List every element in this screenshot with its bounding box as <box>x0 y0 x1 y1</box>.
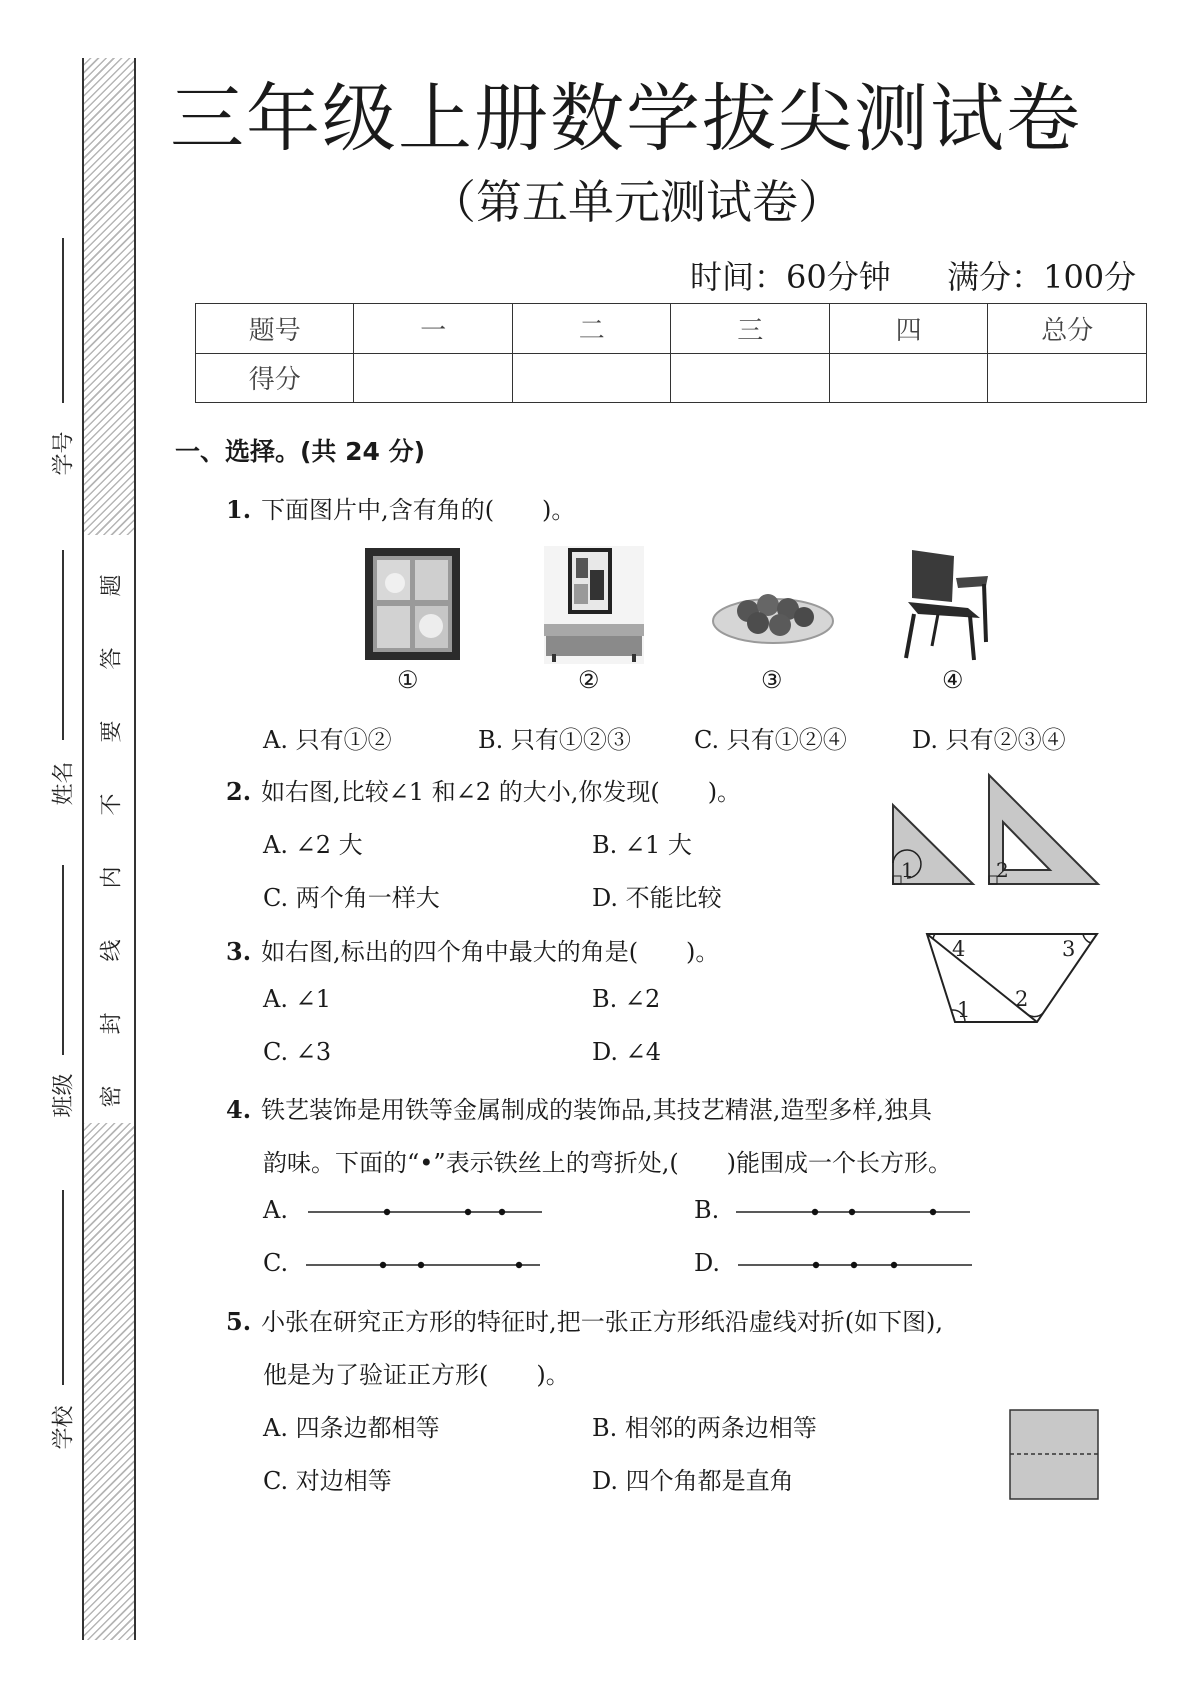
window-image <box>365 548 460 660</box>
question-text: 如右图,标出的四个角中最大的角是( )。 <box>261 938 720 966</box>
score-cell: 一 <box>354 304 512 354</box>
option-d[interactable]: D. <box>694 1249 721 1277</box>
page-title: 三年级上册数学拔尖测试卷 <box>170 76 1082 162</box>
class-line <box>62 865 64 1055</box>
score-cell: 题号 <box>196 304 354 354</box>
image-label: ③ <box>761 666 783 694</box>
score-cell: 三 <box>671 304 829 354</box>
folded-square-figure <box>1008 1408 1102 1504</box>
angle-1-label: 1 <box>901 858 914 882</box>
seal-char: 答 <box>99 647 125 670</box>
question-number: 1. <box>226 495 252 524</box>
image-label: ① <box>397 666 419 694</box>
section-title: 一、选择。(共 24 分) <box>175 437 426 466</box>
option-d[interactable]: D. 四个角都是直角 <box>592 1467 794 1495</box>
score-entry-cell[interactable] <box>829 353 987 403</box>
option-c[interactable]: C. ∠3 <box>263 1038 332 1066</box>
name-label: 姓名 <box>51 761 77 806</box>
seal-char: 题 <box>99 574 125 597</box>
option-b[interactable]: B. 只有①②③ <box>478 726 631 754</box>
student-no-line <box>62 238 64 403</box>
question-2 <box>226 772 741 807</box>
set-squares-figure <box>888 770 1108 890</box>
seal-char: 内 <box>99 866 125 889</box>
question-4 <box>226 1090 932 1125</box>
option-a[interactable]: A. <box>263 1196 288 1224</box>
student-no-label: 学号 <box>51 431 77 476</box>
option-c[interactable]: C. 只有①②④ <box>694 726 847 754</box>
question-text-line2: 他是为了验证正方形( )。 <box>263 1361 570 1389</box>
score-table <box>195 303 1147 403</box>
question-text-line2: 韵味。下面的“•”表示铁丝上的弯折处,( )能围成一个长方形。 <box>263 1149 953 1177</box>
question-text: 小张在研究正方形的特征时,把一张正方形纸沿虚线对折(如下图), <box>261 1308 944 1336</box>
question-3 <box>226 932 719 967</box>
question-text: 如右图,比较∠1 和∠2 的大小,你发现( )。 <box>261 778 742 806</box>
wire-a-figure <box>306 1206 546 1218</box>
seal-char: 线 <box>99 939 125 962</box>
question-1 <box>226 490 575 525</box>
painting-sofa-image <box>544 546 644 664</box>
chair-image <box>898 546 994 662</box>
score-cell: 得分 <box>196 353 354 403</box>
image-label: ④ <box>942 666 964 694</box>
score-table-score-row <box>196 353 1147 403</box>
class-label: 班级 <box>51 1073 77 1118</box>
angle-3-label: 3 <box>1062 937 1076 961</box>
option-d[interactable]: D. 只有②③④ <box>912 726 1066 754</box>
question-text: 铁艺装饰是用铁等金属制成的装饰品,其技艺精湛,造型多样,独具 <box>261 1096 932 1124</box>
angle-2-label: 2 <box>996 858 1009 882</box>
score-entry-cell[interactable] <box>354 353 512 403</box>
image-label: ② <box>578 666 600 694</box>
name-line <box>62 550 64 740</box>
question-number: 5. <box>226 1307 252 1336</box>
exam-full-score: 满分：100分 <box>947 258 1137 296</box>
score-table-header-row <box>196 304 1147 354</box>
option-b[interactable]: B. ∠1 大 <box>592 831 692 859</box>
question-number: 2. <box>226 777 252 806</box>
score-cell: 总分 <box>988 304 1147 354</box>
score-entry-cell[interactable] <box>671 353 829 403</box>
option-c[interactable]: C. <box>263 1249 289 1277</box>
question-number: 3. <box>226 937 252 966</box>
seal-char: 要 <box>99 720 125 743</box>
angle-4-label: 4 <box>952 937 966 961</box>
angle-1-label: 1 <box>957 998 971 1022</box>
seal-char: 封 <box>99 1012 125 1035</box>
option-b[interactable]: B. 相邻的两条边相等 <box>592 1414 817 1442</box>
wire-b-figure <box>734 1206 974 1218</box>
option-b[interactable]: B. ∠2 <box>592 985 661 1013</box>
question-5 <box>226 1302 943 1337</box>
wire-c-figure <box>304 1259 544 1271</box>
question-number: 4. <box>226 1095 252 1124</box>
score-cell: 二 <box>512 304 670 354</box>
exam-meta <box>690 252 1136 298</box>
option-c[interactable]: C. 对边相等 <box>263 1467 392 1495</box>
trapezoid-figure <box>925 930 1105 1030</box>
question-text: 下面图片中,含有角的( )。 <box>261 496 576 524</box>
option-a[interactable]: A. ∠2 大 <box>263 831 363 859</box>
page-subtitle: （第五单元测试卷） <box>430 175 844 229</box>
option-a[interactable]: A. 只有①② <box>263 726 392 754</box>
seal-char: 不 <box>99 793 125 816</box>
score-entry-cell[interactable] <box>512 353 670 403</box>
option-a[interactable]: A. 四条边都相等 <box>263 1414 440 1442</box>
angle-2-label: 2 <box>1015 987 1029 1011</box>
score-entry-cell[interactable] <box>988 353 1147 403</box>
school-label: 学校 <box>51 1405 77 1450</box>
option-c[interactable]: C. 两个角一样大 <box>263 884 440 912</box>
school-line <box>62 1190 64 1385</box>
option-b[interactable]: B. <box>694 1196 720 1224</box>
margin-line-right <box>134 58 136 1640</box>
margin-line-left <box>82 58 84 1640</box>
option-a[interactable]: A. ∠1 <box>263 985 331 1013</box>
option-d[interactable]: D. 不能比较 <box>592 884 722 912</box>
fruit-plate-image <box>712 585 834 645</box>
exam-time: 时间：60分钟 <box>690 258 891 296</box>
score-cell: 四 <box>829 304 987 354</box>
option-d[interactable]: D. ∠4 <box>592 1038 662 1066</box>
seal-char: 密 <box>99 1085 125 1108</box>
wire-d-figure <box>736 1259 976 1271</box>
